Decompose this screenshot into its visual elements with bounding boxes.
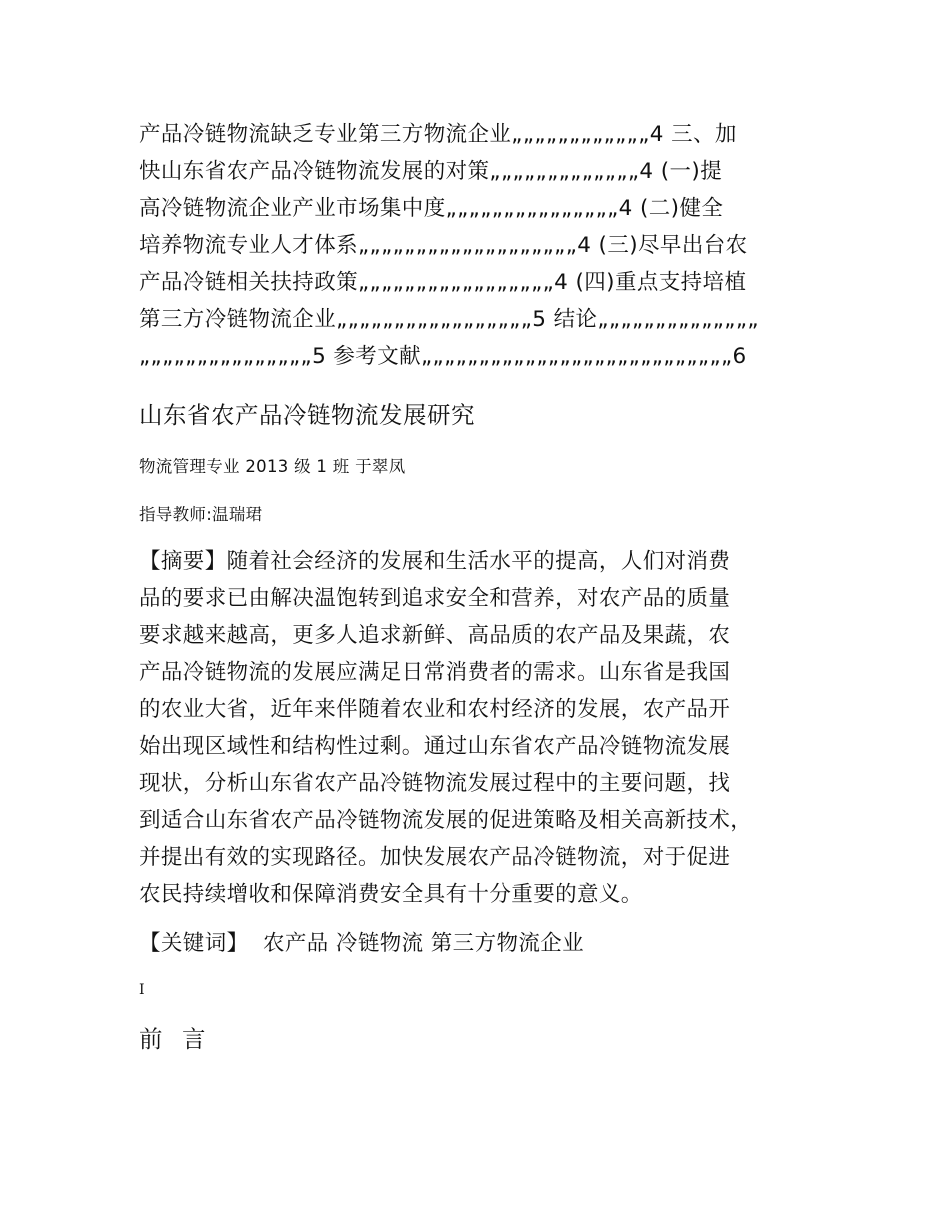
toc-line: 产品冷链相关扶持政策„„„„„„„„„„„„„„„„„4 (四)重点支持培植: [139, 270, 747, 295]
abstract-line: 始出现区域性和结构性过剩。通过山东省农产品冷链物流发展: [139, 734, 731, 759]
table-of-contents: [139, 116, 814, 375]
toc-line: 快山东省农产品冷链物流发展的对策„„„„„„„„„„„„„4 (一)提: [139, 159, 723, 184]
toc-line: 第三方冷链物流企业„„„„„„„„„„„„„„„„„5 结论„„„„„„„„„„„„„„: [139, 307, 759, 332]
abstract: [139, 543, 814, 913]
abstract-line: 并提出有效的实现路径。加快发展农产品冷链物流，对于促进: [139, 845, 731, 870]
author-line: 物流管理专业 2013 级 1 班 于翠凤: [139, 457, 406, 476]
keywords-label: 【关键词】: [139, 931, 249, 956]
keyword-item: 冷链物流: [335, 931, 424, 956]
keyword-item: 第三方物流企业: [430, 931, 585, 956]
abstract-line: 现状，分析山东省农产品冷链物流发展过程中的主要问题，找: [139, 771, 731, 796]
document-page: [139, 116, 814, 1054]
keywords: [139, 929, 814, 959]
page-number: I: [139, 982, 145, 998]
abstract-line: 的农业大省，近年来伴随着农业和农村经济的发展，农产品开: [139, 697, 731, 722]
paper-title: 山东省农产品冷链物流发展研究: [139, 401, 475, 429]
toc-line: 产品冷链物流缺乏专业第三方物流企业„„„„„„„„„„„„4 三、加: [139, 122, 737, 147]
toc-line: 高冷链物流企业产业市场集中度„„„„„„„„„„„„„„„4 (二)健全: [139, 196, 724, 221]
abstract-line: 产品冷链物流的发展应满足日常消费者的需求。山东省是我国: [139, 660, 731, 685]
section-heading-preface: 前 言: [139, 1025, 212, 1053]
toc-line: 培养物流专业人才体系„„„„„„„„„„„„„„„„„„„4 (三)尽早出台农: [139, 233, 748, 258]
keyword-item: 农产品: [262, 931, 329, 956]
abstract-line: 到适合山东省农产品冷链物流发展的促进策略及相关高新技术，: [139, 808, 753, 833]
toc-line: „„„„„„„„„„„„„„„5 参考文献„„„„„„„„„„„„„„„„„„„„„„„„„„„6: [139, 344, 747, 369]
abstract-line: 【摘要】随着社会经济的发展和生活水平的提高，人们对消费: [139, 549, 731, 574]
abstract-line: 品的要求已由解决温饱转到追求安全和营养，对农产品的质量: [139, 586, 731, 611]
advisor-line: 指导教师:温瑞珺: [139, 505, 263, 524]
abstract-line: 要求越来越高，更多人追求新鲜、高品质的农产品及果蔬，农: [139, 623, 731, 648]
abstract-line: 农民持续增收和保障消费安全具有十分重要的意义。: [139, 882, 643, 907]
